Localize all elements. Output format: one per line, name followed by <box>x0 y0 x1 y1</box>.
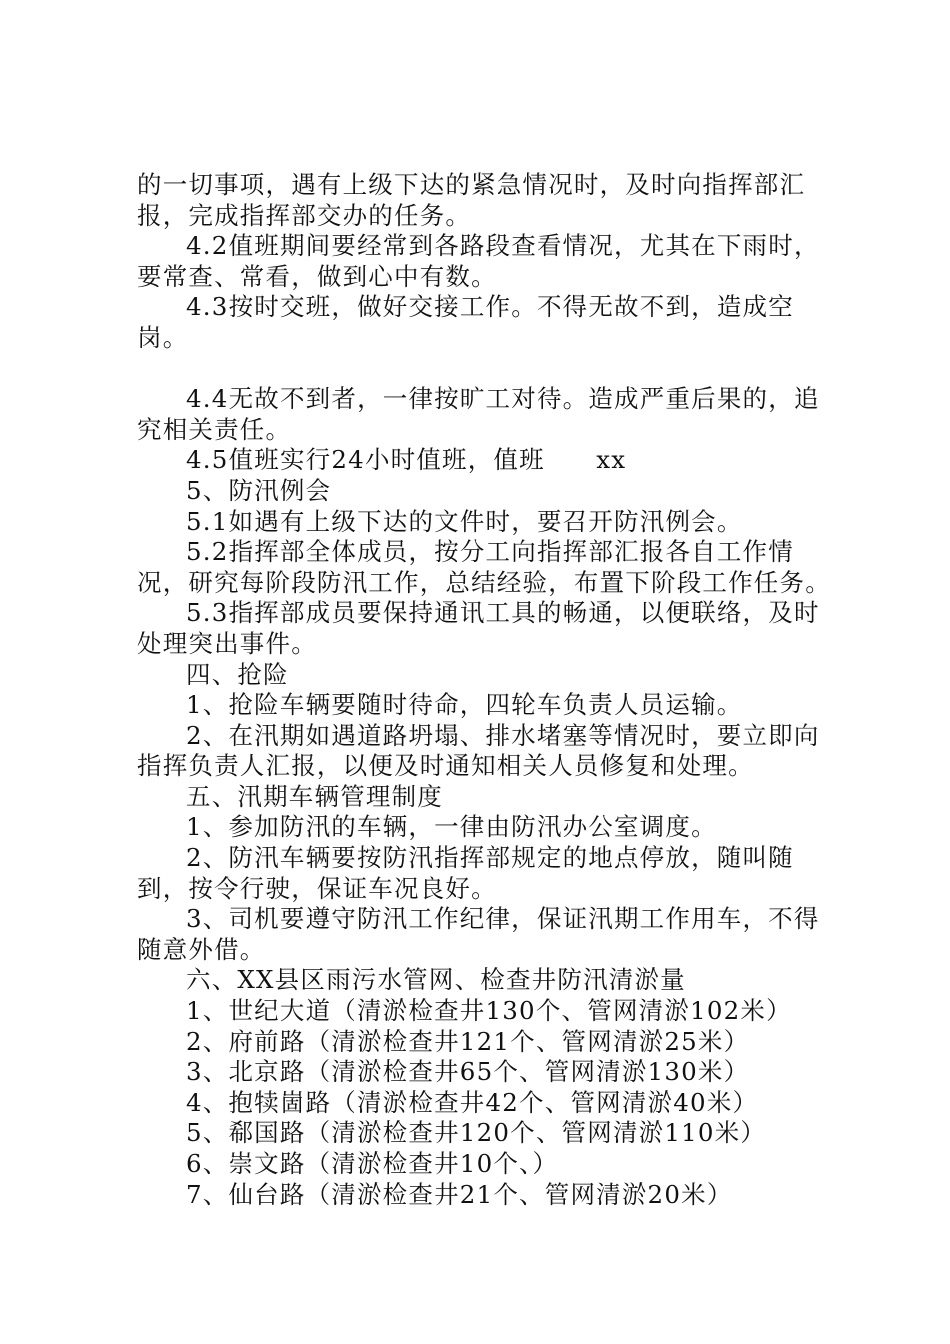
heading-vehicle-management: 五、汛期车辆管理制度 <box>186 781 443 811</box>
paragraph-rescue-1: 1、抢险车辆要随时待命，四轮车负责人员运输。 <box>186 690 743 720</box>
list-item-road-5: 5、郗国路（清淤检查井120个、管网清淤110米） <box>186 1118 767 1148</box>
list-item-road-2: 2、府前路（清淤检查井121个、管网清淤25米） <box>186 1026 750 1056</box>
heading-dredging-volume: 六、XX县区雨污水管网、检查井防汛清淤量 <box>186 965 686 995</box>
paragraph-vehicle-2: 2、防汛车辆要按防汛指挥部规定的地点停放，随叫随到，按令行驶，保证车况良好。 <box>137 843 794 903</box>
list-item-road-1: 1、世纪大道（清淤检查井130个、管网清淤102米） <box>186 996 792 1026</box>
paragraph-4-3: 4.3按时交班，做好交接工作。不得无故不到，造成空岗。 <box>137 292 794 352</box>
heading-flood-meeting: 5、防汛例会 <box>186 475 332 505</box>
list-item-road-7: 7、仙台路（清淤检查井21个、管网清淤20米） <box>186 1179 733 1209</box>
paragraph-5-1: 5.1如遇有上级下达的文件时，要召开防汛例会。 <box>186 506 743 536</box>
paragraph-vehicle-3: 3、司机要遵守防汛工作纪律，保证汛期工作用车，不得随意外借。 <box>137 904 820 964</box>
paragraph-5-2: 5.2指挥部全体成员，按分工向指挥部汇报各自工作情况，研究每阶段防汛工作，总结经验，布置下阶段工作任务。 <box>137 537 831 597</box>
paragraph-vehicle-1: 1、参加防汛的车辆，一律由防汛办公室调度。 <box>186 812 717 842</box>
paragraph-5-3: 5.3指挥部成员要保持通讯工具的畅通，以便联络，及时处理突出事件。 <box>137 598 820 658</box>
paragraph-4-2: 4.2值班期间要经常到各路段查看情况，尤其在下雨时，要常查、常看，做到心中有数。 <box>137 231 820 291</box>
list-item-road-3: 3、北京路（清淤检查井65个、管网清淤130米） <box>186 1057 750 1087</box>
heading-emergency-rescue: 四、抢险 <box>186 659 289 689</box>
paragraph-rescue-2: 2、在汛期如遇道路坍塌、排水堵塞等情况时，要立即向指挥负责人汇报，以便及时通知相关人员修复和处理。 <box>137 720 820 781</box>
list-item-road-6: 6、崇文路（清淤检查井10个、） <box>186 1149 559 1178</box>
paragraph-4-4: 4.4无故不到者，一律按旷工对待。造成严重后果的，追究相关责任。 <box>137 384 820 444</box>
paragraph-duty-continuation: 的一切事项，遇有上级下达的紧急情况时，及时向指挥部汇报，完成指挥部交办的任务。 <box>137 170 806 230</box>
list-item-road-4: 4、抱犊崮路（清淤检查井42个、管网清淤40米） <box>186 1087 759 1117</box>
document-body <box>137 170 837 1210</box>
paragraph-4-5: 4.5值班实行24小时值班，值班 xx <box>186 445 627 475</box>
